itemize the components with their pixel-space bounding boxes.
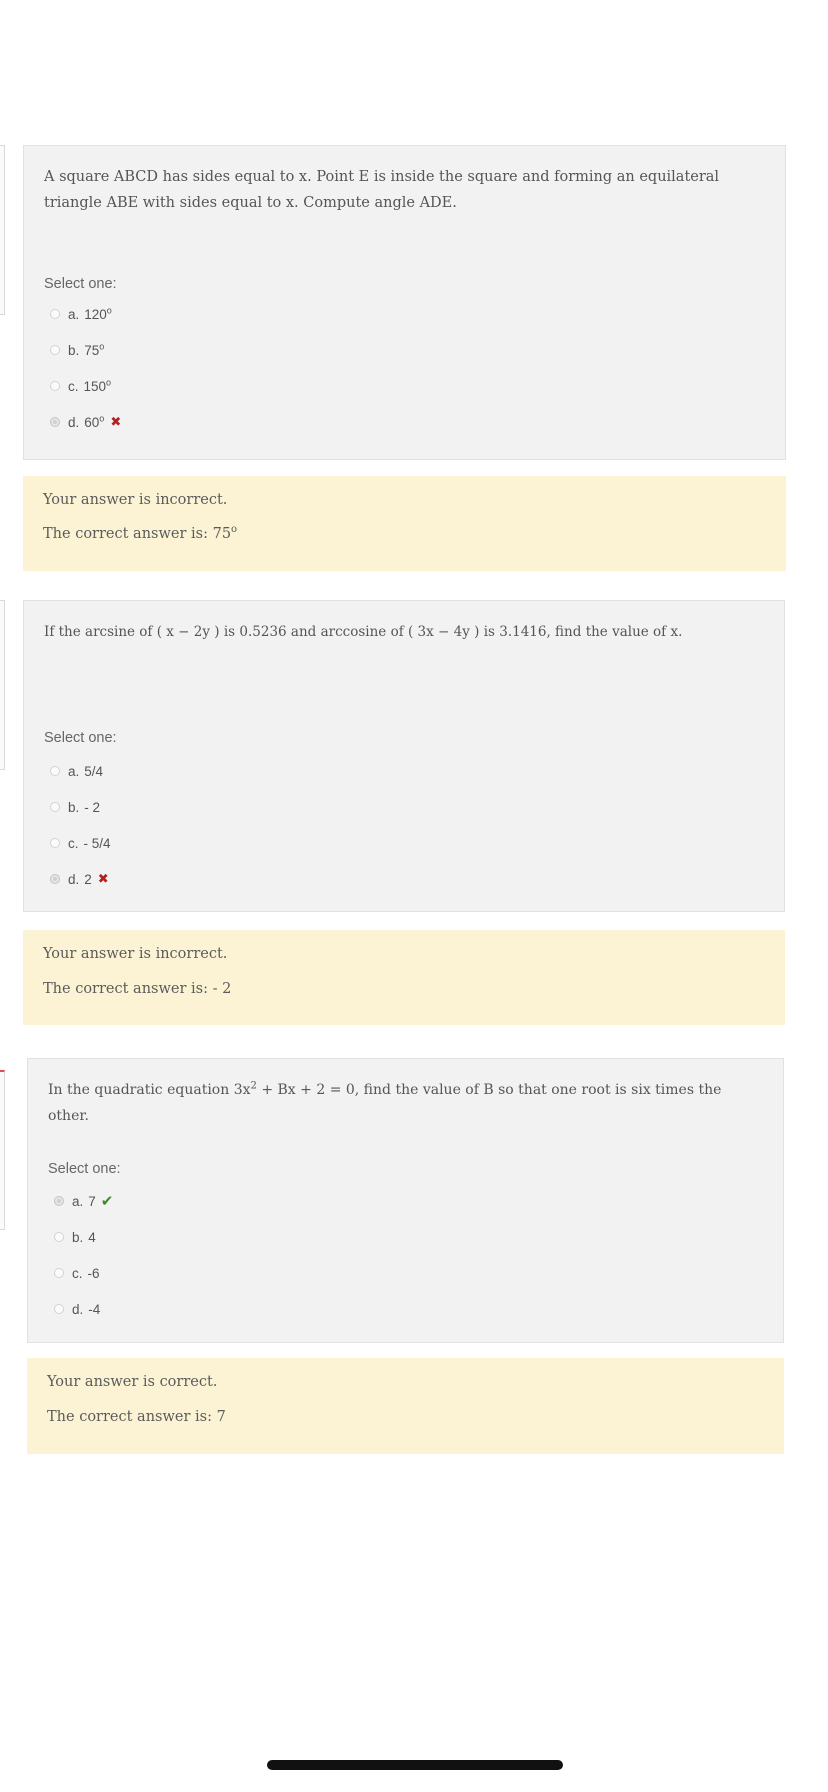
select-one-label: Select one:: [44, 276, 117, 292]
select-one-label: Select one:: [48, 1161, 121, 1177]
question-nav-tab-2[interactable]: [0, 600, 5, 770]
answer-option-b[interactable]: b. 4: [54, 1219, 113, 1255]
answer-option-c[interactable]: c. - 5/4: [50, 825, 111, 861]
question-nav-tab-1[interactable]: [0, 145, 5, 315]
answer-options-2: [50, 753, 111, 897]
answer-option-b[interactable]: b. 75$^o$: [50, 332, 121, 368]
radio-checked-icon[interactable]: [54, 1196, 64, 1206]
answer-options-1: [50, 296, 121, 440]
radio-icon[interactable]: [50, 345, 60, 355]
question-card-2: [23, 600, 785, 912]
feedback-status: Your answer is incorrect.: [43, 946, 228, 962]
answer-options-3: [54, 1183, 113, 1327]
answer-option-b[interactable]: b. - 2: [50, 789, 111, 825]
correct-answer-text: The correct answer is: 75$^o$: [43, 524, 238, 542]
feedback-status: Your answer is incorrect.: [43, 492, 228, 508]
feedback-status: Your answer is correct.: [47, 1374, 218, 1390]
radio-icon[interactable]: [54, 1304, 64, 1314]
question-text-2: If the arcsine of ( x − 2y ) is 0.5236 and arccosine of ( 3x − 4y ) is 3.1416, find the value of x.: [44, 624, 683, 640]
feedback-panel-1: [23, 476, 786, 571]
radio-icon[interactable]: [50, 766, 60, 776]
answer-option-c[interactable]: c. 150$^o$: [50, 368, 121, 404]
question-nav-tab-3[interactable]: [0, 1070, 5, 1230]
incorrect-icon: ✖: [97, 871, 109, 886]
question-text-1: A square ABCD has sides equal to x. Point E is inside the square and forming an equilateral triangle ABE with sides equal to x. Compute angle ADE.: [44, 169, 720, 211]
radio-icon[interactable]: [54, 1268, 64, 1278]
question-text-3: In the quadratic equation $3x^2 + Bx + 2 = 0$, find the value of B so that one root is six times the other.: [48, 1080, 722, 1124]
correct-check-icon: ✔: [100, 1193, 114, 1210]
feedback-panel-3: [27, 1358, 784, 1454]
answer-option-c[interactable]: c. -6: [54, 1255, 113, 1291]
question-card-1: [23, 145, 786, 460]
answer-option-a[interactable]: a. 7 ✔: [54, 1183, 113, 1219]
correct-answer-text: The correct answer is: - 2: [43, 981, 232, 997]
radio-checked-icon[interactable]: [50, 874, 60, 884]
radio-icon[interactable]: [50, 381, 60, 391]
answer-option-d[interactable]: d. 2 ✖: [50, 861, 111, 897]
radio-checked-icon[interactable]: [50, 417, 60, 427]
home-indicator[interactable]: [267, 1760, 563, 1770]
question-card-3: [27, 1058, 784, 1343]
incorrect-icon: ✖: [110, 414, 122, 429]
feedback-panel-2: [23, 930, 785, 1025]
answer-option-d[interactable]: d. 60$^o$ ✖: [50, 404, 121, 440]
answer-option-d[interactable]: d. -4: [54, 1291, 113, 1327]
radio-icon[interactable]: [50, 802, 60, 812]
radio-icon[interactable]: [50, 838, 60, 848]
answer-option-a[interactable]: a. 120$^o$: [50, 296, 121, 332]
answer-option-a[interactable]: a. 5/4: [50, 753, 111, 789]
radio-icon[interactable]: [50, 309, 60, 319]
radio-icon[interactable]: [54, 1232, 64, 1242]
select-one-label: Select one:: [44, 730, 117, 746]
correct-answer-text: The correct answer is: 7: [47, 1409, 226, 1425]
